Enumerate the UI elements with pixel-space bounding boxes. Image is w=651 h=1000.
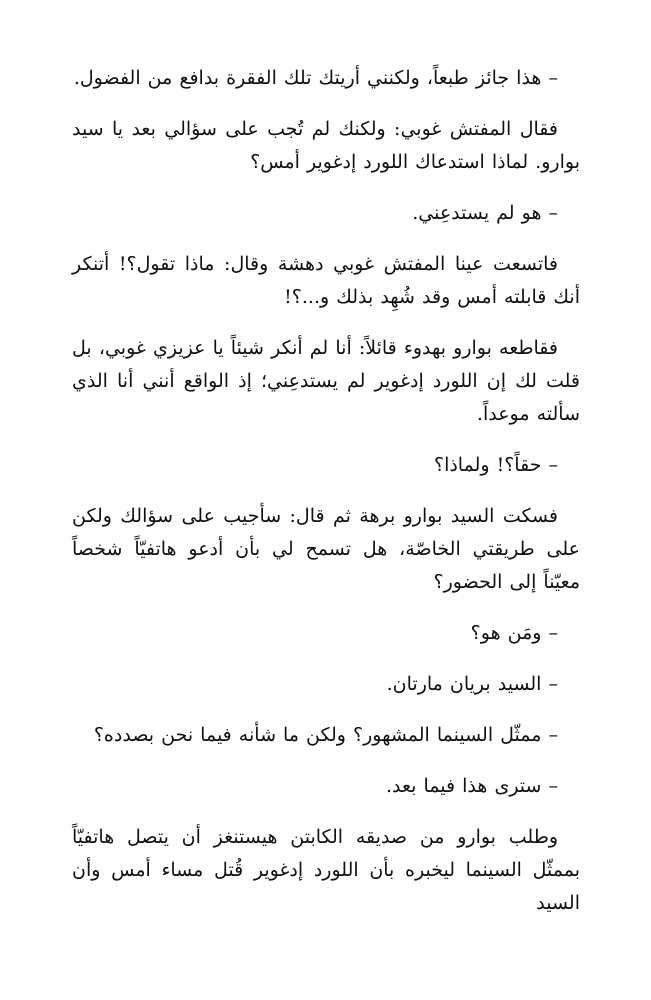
paragraph: فقال المفتش غوبي: ولكنك لم تُجب على سؤالي بعد يا سيد بوارو. لماذا استدعاك اللورد إدغوير أمس؟	[72, 118, 580, 173]
paragraph: فاتسعت عينا المفتش غوبي دهشة وقال: ماذا تقول؟! أتنكر أنك قابلته أمس وقد شُهِد بذلك و...؟!	[72, 253, 580, 308]
paragraph: – هو لم يستدعِني.	[412, 202, 558, 224]
paragraph: – هذا جائز طبعاً، ولكنني أريتك تلك الفقرة بدافع من الفضول.	[73, 67, 558, 89]
paragraph: وطلب بوارو من صديقه الكابتن هيستنغز أن يتصل هاتفيّاً بممثّل السينما ليخبره بأن اللورد إدغوير قُتل مساء أمس وأن السيد	[72, 826, 580, 914]
paragraph: – السيد بريان مارتان.	[386, 673, 558, 695]
paragraph: – حقاً؟! ولماذا؟	[433, 454, 558, 476]
paragraph: – ومَن هو؟	[470, 622, 558, 644]
paragraph: فسكت السيد بوارو برهة ثم قال: سأجيب على سؤالك ولكن على طريقتي الخاصّة، هل تسمح لي بأن أدعو هاتفيّاً شخصاً معيّناً إلى الحضور؟	[72, 505, 580, 593]
paragraph: فقاطعه بوارو بهدوء قائلاً: أنا لم أنكر شيئاً يا عزيزي غوبي، بل قلت لك إن اللورد إدغوير لم يستدعِني؛ إذ الواقع أنني أنا الذي سألته موعداً.	[72, 337, 580, 425]
paragraph: – ممثّل السينما المشهور؟ ولكن ما شأنه فيما نحن بصدده؟	[93, 724, 558, 746]
paragraph: – سترى هذا فيما بعد.	[386, 775, 558, 797]
